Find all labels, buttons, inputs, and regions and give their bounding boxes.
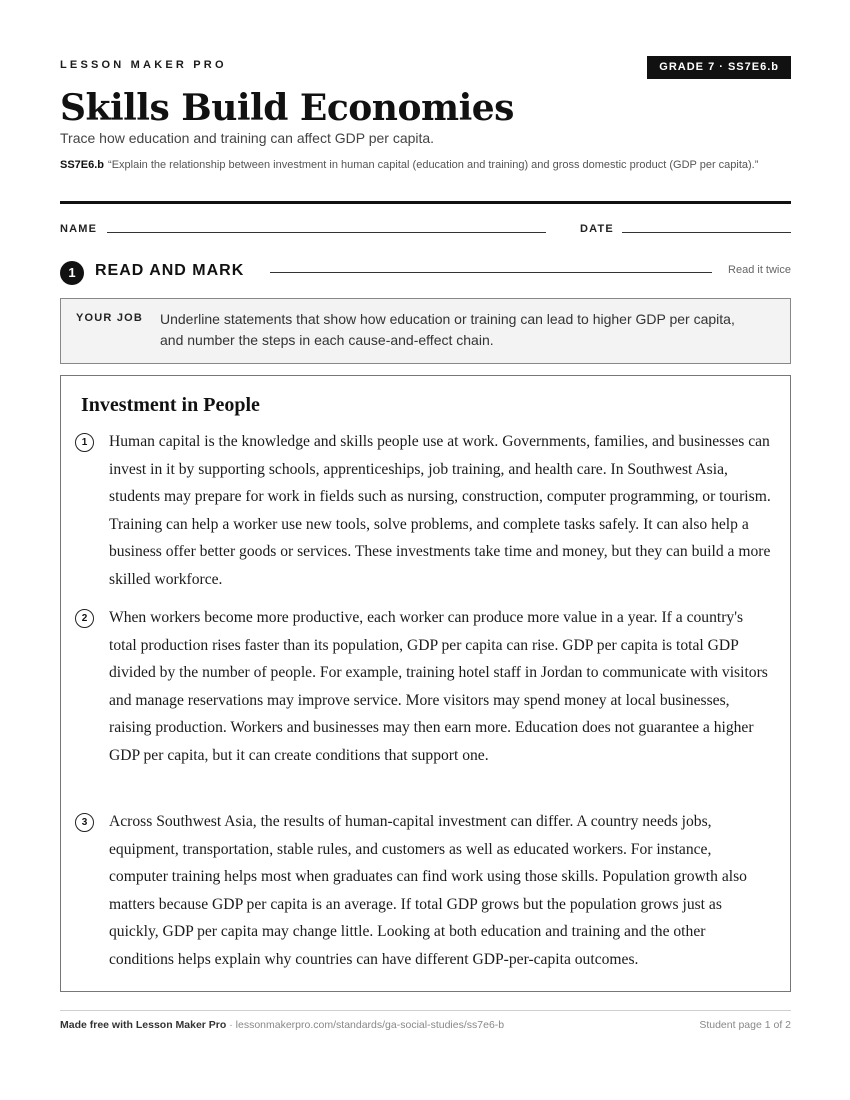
your-job-box bbox=[60, 298, 791, 364]
name-field[interactable] bbox=[107, 232, 546, 233]
standard-code: SS7E6.b bbox=[60, 159, 105, 171]
name-label: NAME bbox=[60, 223, 98, 235]
footer-made-with: Made free with Lesson Maker Pro bbox=[60, 1019, 227, 1031]
paragraph-text: Human capital is the knowledge and skills people use at work. Governments, families, and businesses can invest in it by supporting schools, apprenticeships, job training, and health care. In Southwest Asia, students may prepare for work in fields such as nursing, construction, computer programming, or tourism. Training can help a worker use new tools, solve problems, and complete tasks safely. It can also help a business offer better goods or services. These investments take time and money, but they can build a more skilled workforce. bbox=[109, 433, 771, 588]
name-date-row bbox=[60, 220, 791, 240]
standard-text: “Explain the relationship between investment in human capital (education and training) and gross domestic product (GDP per capita).” bbox=[108, 159, 759, 171]
reading-passage-box bbox=[60, 375, 791, 992]
standard-statement bbox=[60, 156, 791, 174]
paragraph-number-badge: 3 bbox=[75, 813, 94, 832]
section-header bbox=[60, 259, 791, 285]
page-title: Skills Build Economies bbox=[60, 87, 514, 129]
paragraph-text: When workers become more productive, each worker can produce more value in a year. If a country's total production rises faster than its population, GDP per capita can rise. GDP per capita is total GDP divided by the number of people. For example, training hotel staff in Jordan to communicate with visitors and manage reservations may improve service. More visitors may spend money at local businesses, raising production. Workers and businesses may then earn more. Education does not guarantee a higher GDP per capita, but it can create conditions that support one. bbox=[109, 609, 768, 764]
grade-standard-badge: GRADE 7 · SS7E6.b bbox=[647, 56, 791, 79]
footer-page-number: Student page 1 of 2 bbox=[699, 1019, 791, 1031]
date-label: DATE bbox=[580, 223, 614, 235]
footer-divider bbox=[60, 1010, 791, 1011]
header-divider bbox=[60, 201, 791, 204]
section-note: Read it twice bbox=[728, 264, 791, 276]
paragraph-number-badge: 2 bbox=[75, 609, 94, 628]
section-number-badge: 1 bbox=[60, 261, 84, 285]
paragraph-text: Across Southwest Asia, the results of human-capital investment can differ. A country needs jobs, equipment, transportation, stable rules, and customers as well as educated workers. For instance, computer training helps most when graduates can find work using those skills. Population growth also matters because GDP per capita is an average. If total GDP grows but the population grows just as quickly, GDP per capita may change little. Looking at both education and training and the other conditions helps explain why countries can have different GDP-per-capita outcomes. bbox=[109, 813, 747, 968]
your-job-instructions: Underline statements that show how education or training can lead to higher GDP per capita, and number the steps in each cause-and-effect chain. bbox=[160, 311, 735, 348]
your-job-label: YOUR JOB bbox=[76, 312, 144, 324]
brand-name: LESSON MAKER PRO bbox=[60, 59, 227, 71]
footer-credit bbox=[60, 1019, 504, 1031]
paragraph-number-badge: 1 bbox=[75, 433, 94, 452]
reading-title: Investment in People bbox=[81, 394, 260, 416]
footer-separator: · bbox=[226, 1019, 236, 1031]
page-subtitle: Trace how education and training can affect GDP per capita. bbox=[60, 130, 435, 146]
worksheet-page bbox=[60, 0, 791, 1100]
section-rule bbox=[270, 272, 712, 273]
date-field[interactable] bbox=[622, 232, 791, 233]
header-top-row bbox=[60, 56, 791, 80]
section-title: READ AND MARK bbox=[95, 262, 245, 279]
footer-url[interactable]: lessonmakerpro.com/standards/ga-social-studies/ss7e6-b bbox=[235, 1019, 505, 1031]
